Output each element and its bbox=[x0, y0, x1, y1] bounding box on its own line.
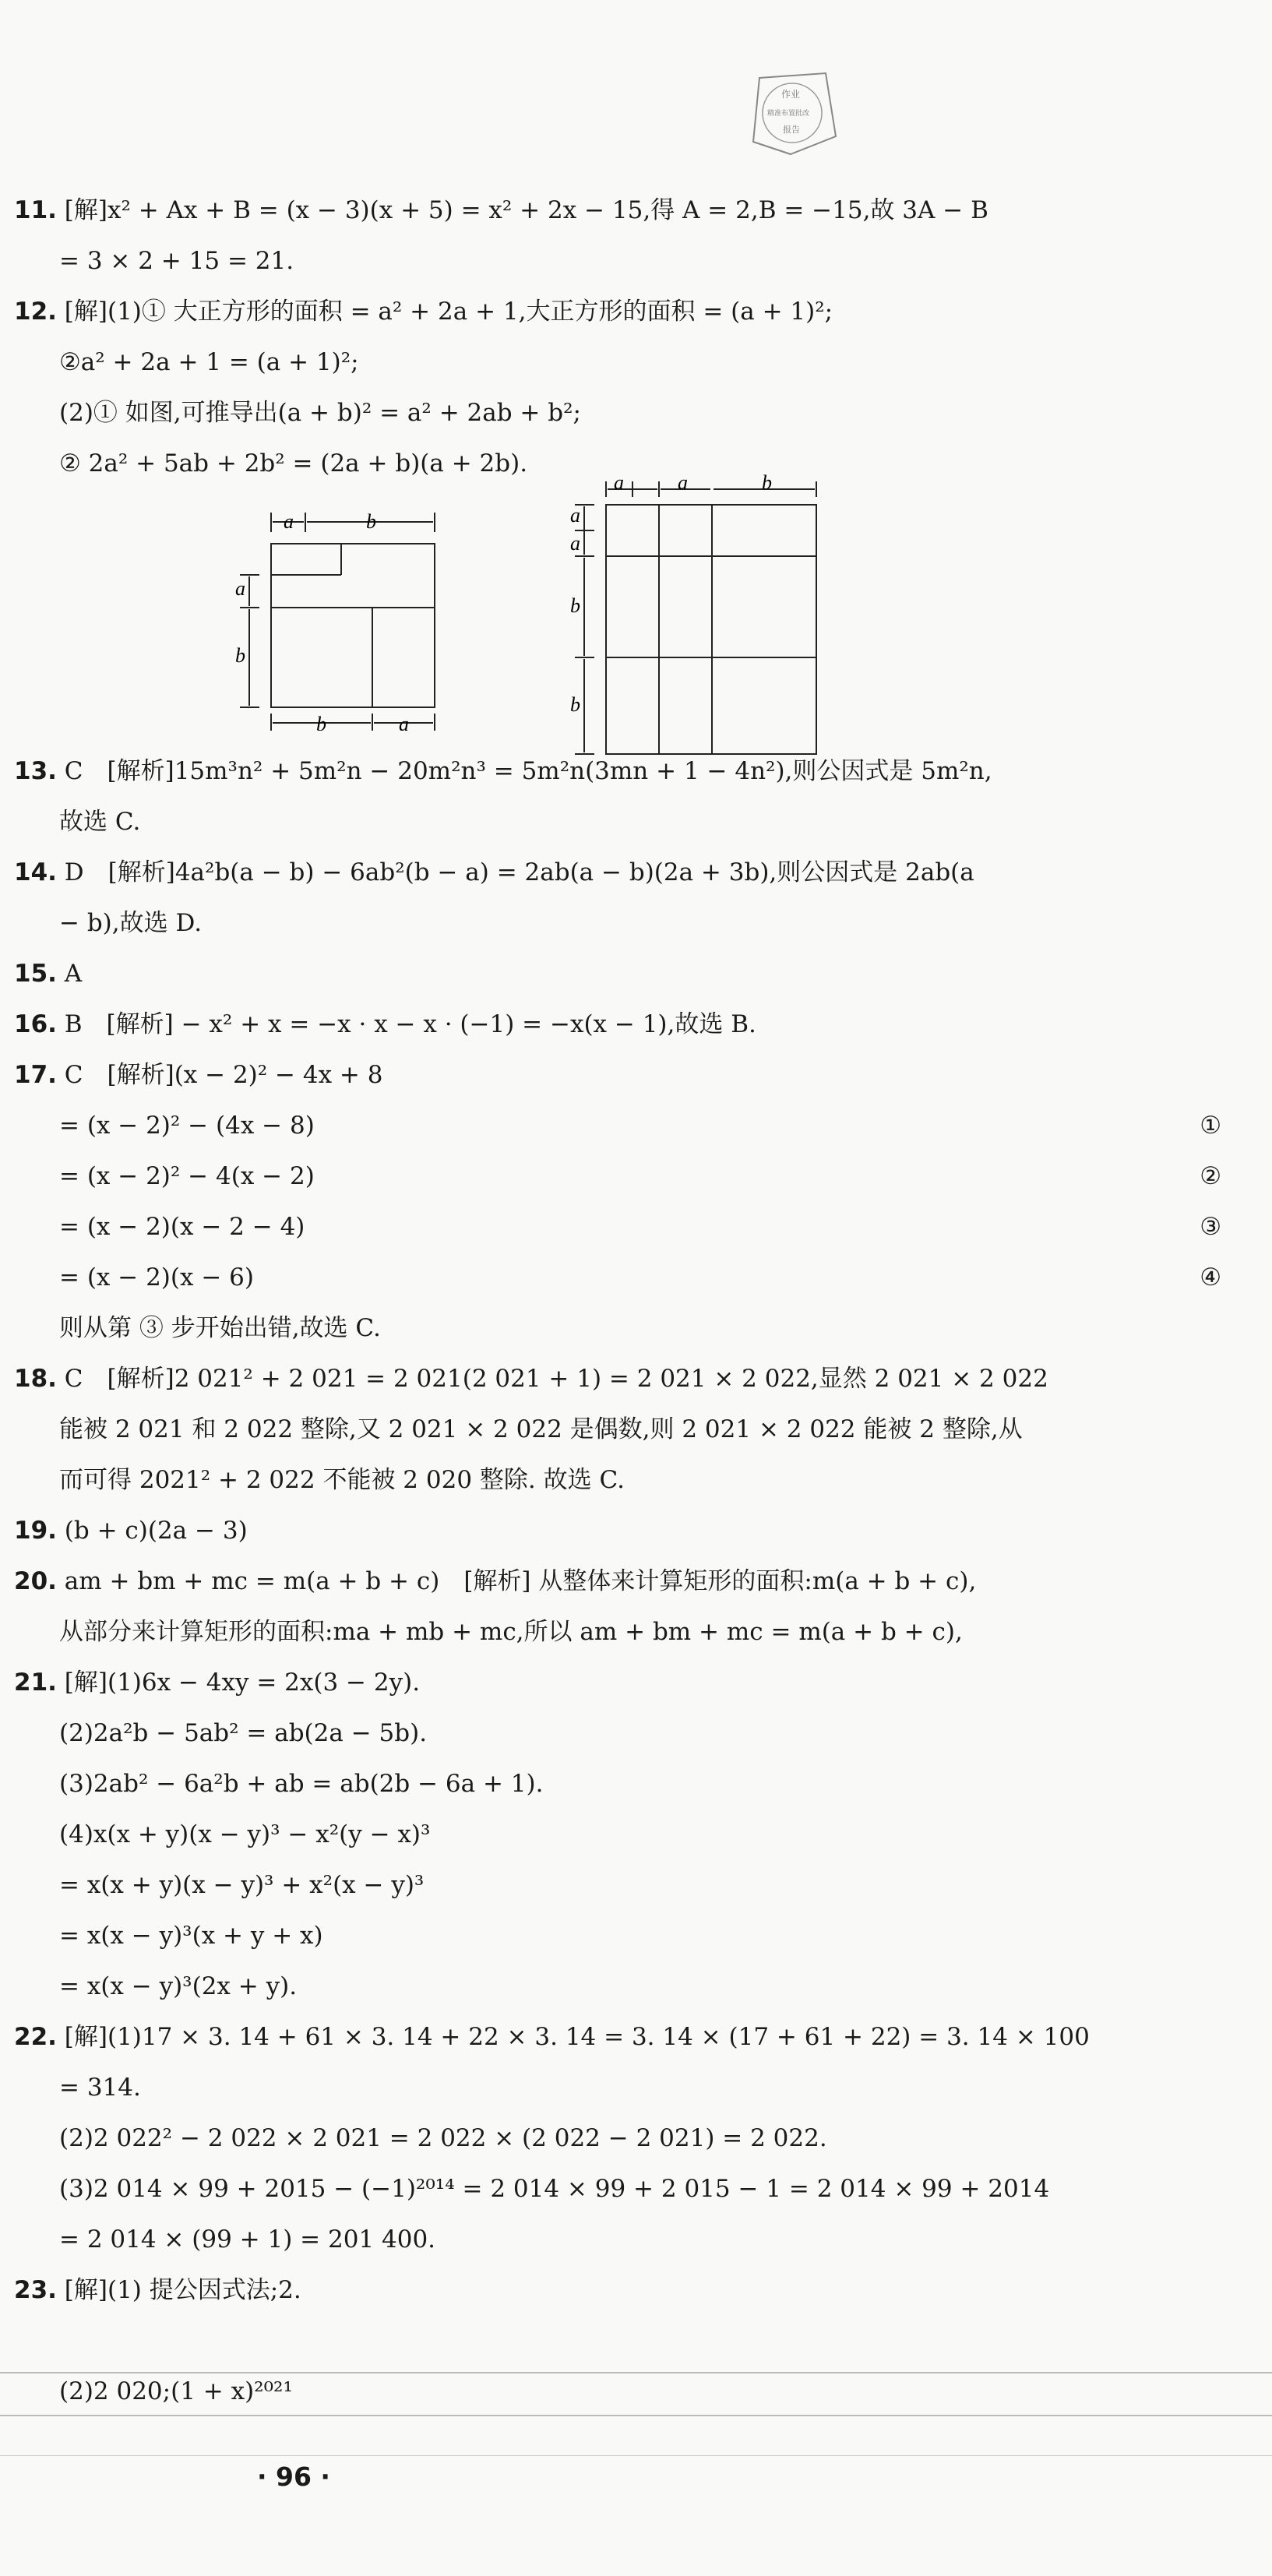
answer-line bbox=[14, 848, 1229, 898]
answer-line bbox=[14, 797, 1229, 848]
answer-text: 故选 C. bbox=[59, 808, 141, 836]
label-b-side: b bbox=[235, 644, 245, 667]
answer-line bbox=[14, 999, 1229, 1050]
answer-text: = x(x + y)(x − y)³ + x²(x − y)³ bbox=[59, 1871, 425, 1899]
step-row bbox=[14, 1253, 1229, 1303]
step-text: = (x − 2)(x − 2 − 4) bbox=[59, 1213, 305, 1241]
answer-text: 从部分来计算矩形的面积:ma + mb + mc,所以 am + bm + mc = m(a + b + c), bbox=[59, 1618, 963, 1646]
step-marker: ② bbox=[1200, 1162, 1221, 1190]
answer-line bbox=[14, 898, 1229, 949]
step-row bbox=[14, 1101, 1229, 1151]
answer-line bbox=[14, 185, 1229, 236]
question-number: 12. bbox=[14, 298, 57, 326]
svg-text:作业: 作业 bbox=[781, 89, 801, 100]
answers-11-12 bbox=[14, 185, 1229, 489]
label-a-top-1: a bbox=[614, 474, 624, 494]
answer-text: [解](1)17 × 3. 14 + 61 × 3. 14 + 22 × 3. 14 = 3. 14 × (17 + 61 + 22) = 3. 14 × 100 bbox=[64, 2023, 1090, 2051]
answer-text: B [解析] − x² + x = −x · x − x · (−1) = −x(x − 1),故选 B. bbox=[64, 1010, 756, 1038]
question-number: 18. bbox=[14, 1365, 57, 1393]
answer-line bbox=[14, 1961, 1229, 2012]
label-a-top: a bbox=[284, 510, 294, 533]
answer-text: = x(x − y)³(2x + y). bbox=[59, 1972, 298, 2000]
answer-text: (3)2 014 × 99 + 2015 − (−1)²⁰¹⁴ = 2 014 × 99 + 2 015 − 1 = 2 014 × 99 + 2014 bbox=[59, 2175, 1050, 2203]
answer-text: 而可得 2021² + 2 022 不能被 2 020 整除. 故选 C. bbox=[59, 1466, 625, 1494]
step-text: = (x − 2)(x − 6) bbox=[59, 1263, 254, 1292]
answer-line bbox=[14, 1556, 1229, 1607]
answer-text: (4)x(x + y)(x − y)³ − x²(y − x)³ bbox=[59, 1820, 431, 1848]
question-number: 20. bbox=[14, 1567, 57, 1595]
label-a-side-2: a bbox=[570, 532, 580, 555]
step-text: = (x − 2)² − (4x − 8) bbox=[59, 1112, 315, 1140]
footer-rule bbox=[0, 2372, 1272, 2373]
answer-line bbox=[14, 337, 1229, 388]
answer-line bbox=[14, 1810, 1229, 1860]
step-row bbox=[14, 1202, 1229, 1253]
answer-line bbox=[14, 1658, 1229, 1708]
question-number: 21. bbox=[14, 1669, 57, 1697]
answer-line bbox=[14, 2012, 1229, 2063]
answer-text: − b),故选 D. bbox=[59, 909, 203, 937]
step-marker: ③ bbox=[1200, 1213, 1221, 1241]
answer-text: [解](1) 提公因式法;2. bbox=[64, 2276, 301, 2304]
question-number: 15. bbox=[14, 960, 57, 988]
question-number: 23. bbox=[14, 2276, 57, 2304]
question-number: 14. bbox=[14, 858, 57, 886]
answer-line bbox=[14, 2063, 1229, 2113]
figure-2-rectangle-diagram bbox=[559, 474, 840, 762]
label-a-bottom: a bbox=[399, 713, 409, 731]
answer-line bbox=[14, 388, 1229, 439]
answer-line bbox=[14, 1050, 1229, 1101]
answer-line bbox=[14, 2113, 1229, 2164]
page-number: · 96 · bbox=[257, 2461, 330, 2492]
answer-line bbox=[14, 1911, 1229, 1961]
answer-text: ②a² + 2a + 1 = (a + 1)²; bbox=[59, 348, 359, 376]
answer-text: = 2 014 × (99 + 1) = 201 400. bbox=[59, 2225, 436, 2254]
question-number: 16. bbox=[14, 1010, 57, 1038]
answers-17-23 bbox=[14, 1303, 1229, 2316]
answer-text: C [解析]2 021² + 2 021 = 2 021(2 021 + 1) = 2 021 × 2 022,显然 2 021 × 2 022 bbox=[64, 1365, 1048, 1393]
answer-line bbox=[14, 2215, 1229, 2265]
answer-content bbox=[14, 185, 1229, 2316]
step-marker: ① bbox=[1200, 1112, 1221, 1140]
answer-line bbox=[14, 1404, 1229, 1455]
answer-line bbox=[14, 1708, 1229, 1759]
label-b-top: b bbox=[762, 474, 772, 494]
answer-text: (2)2 022² − 2 022 × 2 021 = 2 022 × (2 022 − 2 021) = 2 022. bbox=[59, 2124, 827, 2152]
answer-text: [解](1)6x − 4xy = 2x(3 − 2y). bbox=[64, 1669, 421, 1697]
question-number: 17. bbox=[14, 1061, 57, 1089]
answer-line bbox=[14, 2265, 1229, 2316]
answer-line bbox=[14, 236, 1229, 287]
answer-text: 则从第 ③ 步开始出错,故选 C. bbox=[59, 1314, 381, 1342]
svg-text:精准布置批改: 精准布置批改 bbox=[767, 110, 810, 118]
step-marker: ④ bbox=[1200, 1263, 1221, 1292]
answer-text: (2)2a²b − 5ab² = ab(2a − 5b). bbox=[59, 1719, 428, 1747]
footer-rule bbox=[0, 2455, 1272, 2456]
label-a-top-2: a bbox=[678, 474, 688, 494]
step-row bbox=[14, 1151, 1229, 1202]
answer-line bbox=[14, 287, 1229, 337]
question-number: 13. bbox=[14, 757, 57, 785]
answer-line bbox=[14, 1506, 1229, 1556]
svg-text:报告: 报告 bbox=[783, 125, 800, 135]
answer-line bbox=[14, 1354, 1229, 1404]
answer-text: D [解析]4a²b(a − b) − 6ab²(b − a) = 2ab(a − b)(2a + 3b),则公因式是 2ab(a bbox=[64, 858, 974, 886]
homework-stamp-logo bbox=[744, 70, 841, 157]
label-a-side-1: a bbox=[570, 504, 580, 527]
answer-line bbox=[14, 1303, 1229, 1354]
answers-13-17 bbox=[14, 746, 1229, 1101]
answer-text: = 3 × 2 + 15 = 21. bbox=[59, 247, 294, 275]
answer-text: [解](1)① 大正方形的面积 = a² + 2a + 1,大正方形的面积 = (a + 1)²; bbox=[64, 298, 833, 326]
answer-text: = 314. bbox=[59, 2074, 141, 2102]
answer-text: am + bm + mc = m(a + b + c) [解析] 从整体来计算矩形的面积:m(a + b + c), bbox=[64, 1567, 977, 1595]
answer-text: C [解析]15m³n² + 5m²n − 20m²n³ = 5m²n(3mn + 1 − 4n²),则公因式是 5m²n, bbox=[64, 757, 992, 785]
label-b-top: b bbox=[366, 510, 376, 533]
question-number: 19. bbox=[14, 1517, 57, 1545]
answer-text: 能被 2 021 和 2 022 整除,又 2 021 × 2 022 是偶数,则 2 021 × 2 022 能被 2 整除,从 bbox=[59, 1415, 1023, 1443]
answer-line bbox=[14, 1607, 1229, 1658]
step-text: = (x − 2)² − 4(x − 2) bbox=[59, 1162, 315, 1190]
question-number: 22. bbox=[14, 2023, 57, 2051]
answer-line bbox=[14, 2164, 1229, 2215]
answer-text: [解]x² + Ax + B = (x − 3)(x + 5) = x² + 2x − 15,得 A = 2,B = −15,故 3A − B bbox=[64, 196, 988, 224]
answer-line bbox=[14, 949, 1229, 999]
answer-line bbox=[14, 1759, 1229, 1810]
figures-row bbox=[14, 474, 1229, 746]
answer-17-steps bbox=[14, 1101, 1229, 1303]
answer-text: (b + c)(2a − 3) bbox=[64, 1517, 248, 1545]
answer-text: (3)2ab² − 6a²b + ab = ab(2b − 6a + 1). bbox=[59, 1770, 544, 1798]
answer-text: (2)① 如图,可推导出(a + b)² = a² + 2ab + b²; bbox=[59, 399, 581, 427]
footer-rule bbox=[0, 2415, 1272, 2416]
answer-23-part-2: (2)2 020;(1 + x)²⁰²¹ bbox=[59, 2377, 293, 2405]
answer-line bbox=[14, 1860, 1229, 1911]
answer-text: = x(x − y)³(x + y + x) bbox=[59, 1922, 323, 1950]
answer-text: A bbox=[64, 960, 83, 988]
label-b-side-1: b bbox=[570, 594, 580, 617]
answer-text: C [解析](x − 2)² − 4x + 8 bbox=[64, 1061, 383, 1089]
question-number: 11. bbox=[14, 196, 57, 224]
label-b-side-2: b bbox=[570, 693, 580, 716]
label-a-side: a bbox=[235, 577, 245, 600]
figure-1-square-diagram bbox=[224, 497, 450, 731]
label-b-bottom: b bbox=[316, 713, 326, 731]
answer-text: ② 2a² + 5ab + 2b² = (2a + b)(a + 2b). bbox=[59, 449, 528, 477]
answer-line bbox=[14, 1455, 1229, 1506]
